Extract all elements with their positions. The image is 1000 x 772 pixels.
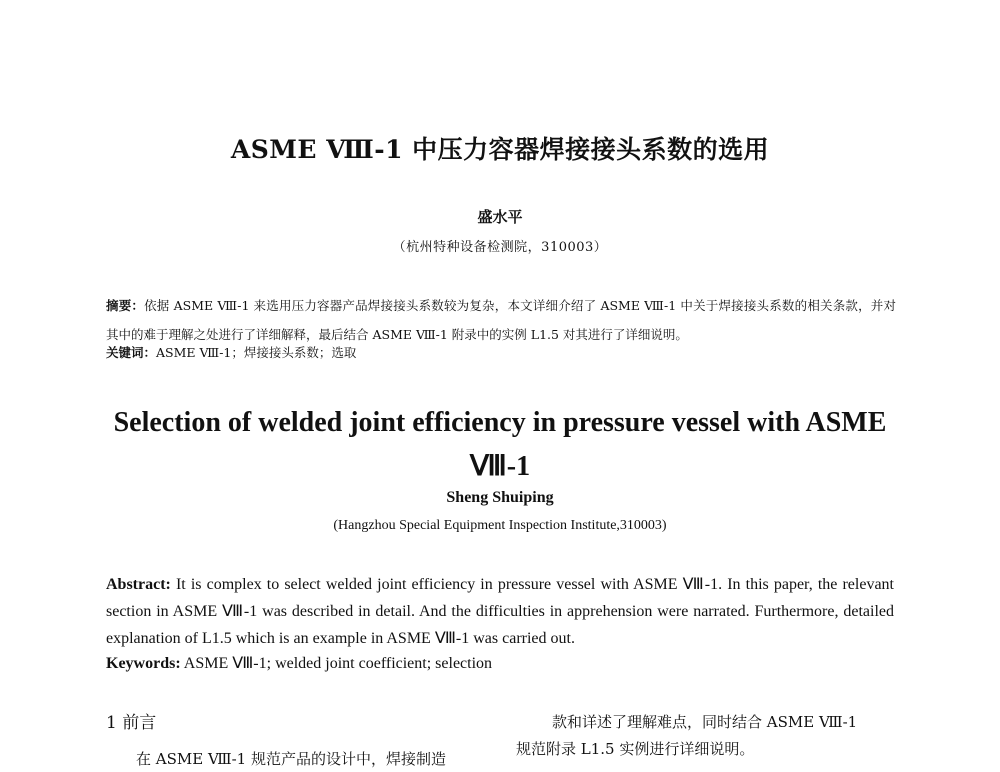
english-keywords-text: ASME Ⅷ-1; welded joint coefficient; selection [183, 655, 493, 672]
left-column-text: 在 ASME Ⅷ-1 规范产品的设计中，焊接制造 [136, 750, 446, 768]
right-column-text [516, 709, 894, 763]
chinese-keywords [106, 343, 896, 363]
chinese-title: ASME Ⅷ-1 中压力容器焊接接头系数的选用 [230, 135, 770, 164]
english-title: Selection of welded joint efficiency in pressure vessel with ASME Ⅷ-1 [113, 407, 887, 482]
right-column-line-2: 规范附录 L1.5 实例进行详细说明。 [516, 740, 755, 758]
chinese-keywords-text: ASME Ⅷ-1；焊接接头系数；选取 [156, 345, 357, 360]
english-abstract [106, 571, 894, 652]
english-author: Sheng Shuiping [446, 489, 554, 506]
chinese-keywords-label: 关键词： [106, 345, 157, 360]
english-abstract-text: It is complex to select welded joint efficiency in pressure vessel with ASME Ⅷ-1. In this paper, the relevant section in ASME Ⅷ-1 was described in detail. And the difficulties in apprehension were narrated. Furthermore, detailed explanation of L1.5 which is an example in ASME Ⅷ-1 was carried out. [106, 576, 894, 647]
english-keywords [106, 653, 894, 675]
chinese-abstract-text: 依据 ASME Ⅷ-1 来选用压力容器产品焊接接头系数较为复杂，本文详细介绍了 ASME Ⅷ-1 中关于焊接接头系数的相关条款，并对其中的难于理解之处进行了详细解释，最后结合 ASME Ⅷ-1 附录中的实例 L1.5 对其进行了详细说明。 [106, 298, 896, 342]
chinese-abstract [106, 291, 896, 349]
section-heading-introduction: 1 前言 [106, 713, 157, 733]
right-column-line-1: 款和详述了理解难点，同时结合 ASME Ⅷ-1 [552, 713, 858, 731]
chinese-abstract-label: 摘要： [106, 298, 145, 313]
english-affiliation: (Hangzhou Special Equipment Inspection Institute,310003) [333, 518, 667, 533]
english-abstract-label: Abstract: [106, 576, 171, 593]
english-keywords-label: Keywords: [106, 655, 181, 672]
chinese-author: 盛水平 [477, 208, 523, 226]
chinese-affiliation: （杭州特种设备检测院，310003） [392, 240, 608, 255]
